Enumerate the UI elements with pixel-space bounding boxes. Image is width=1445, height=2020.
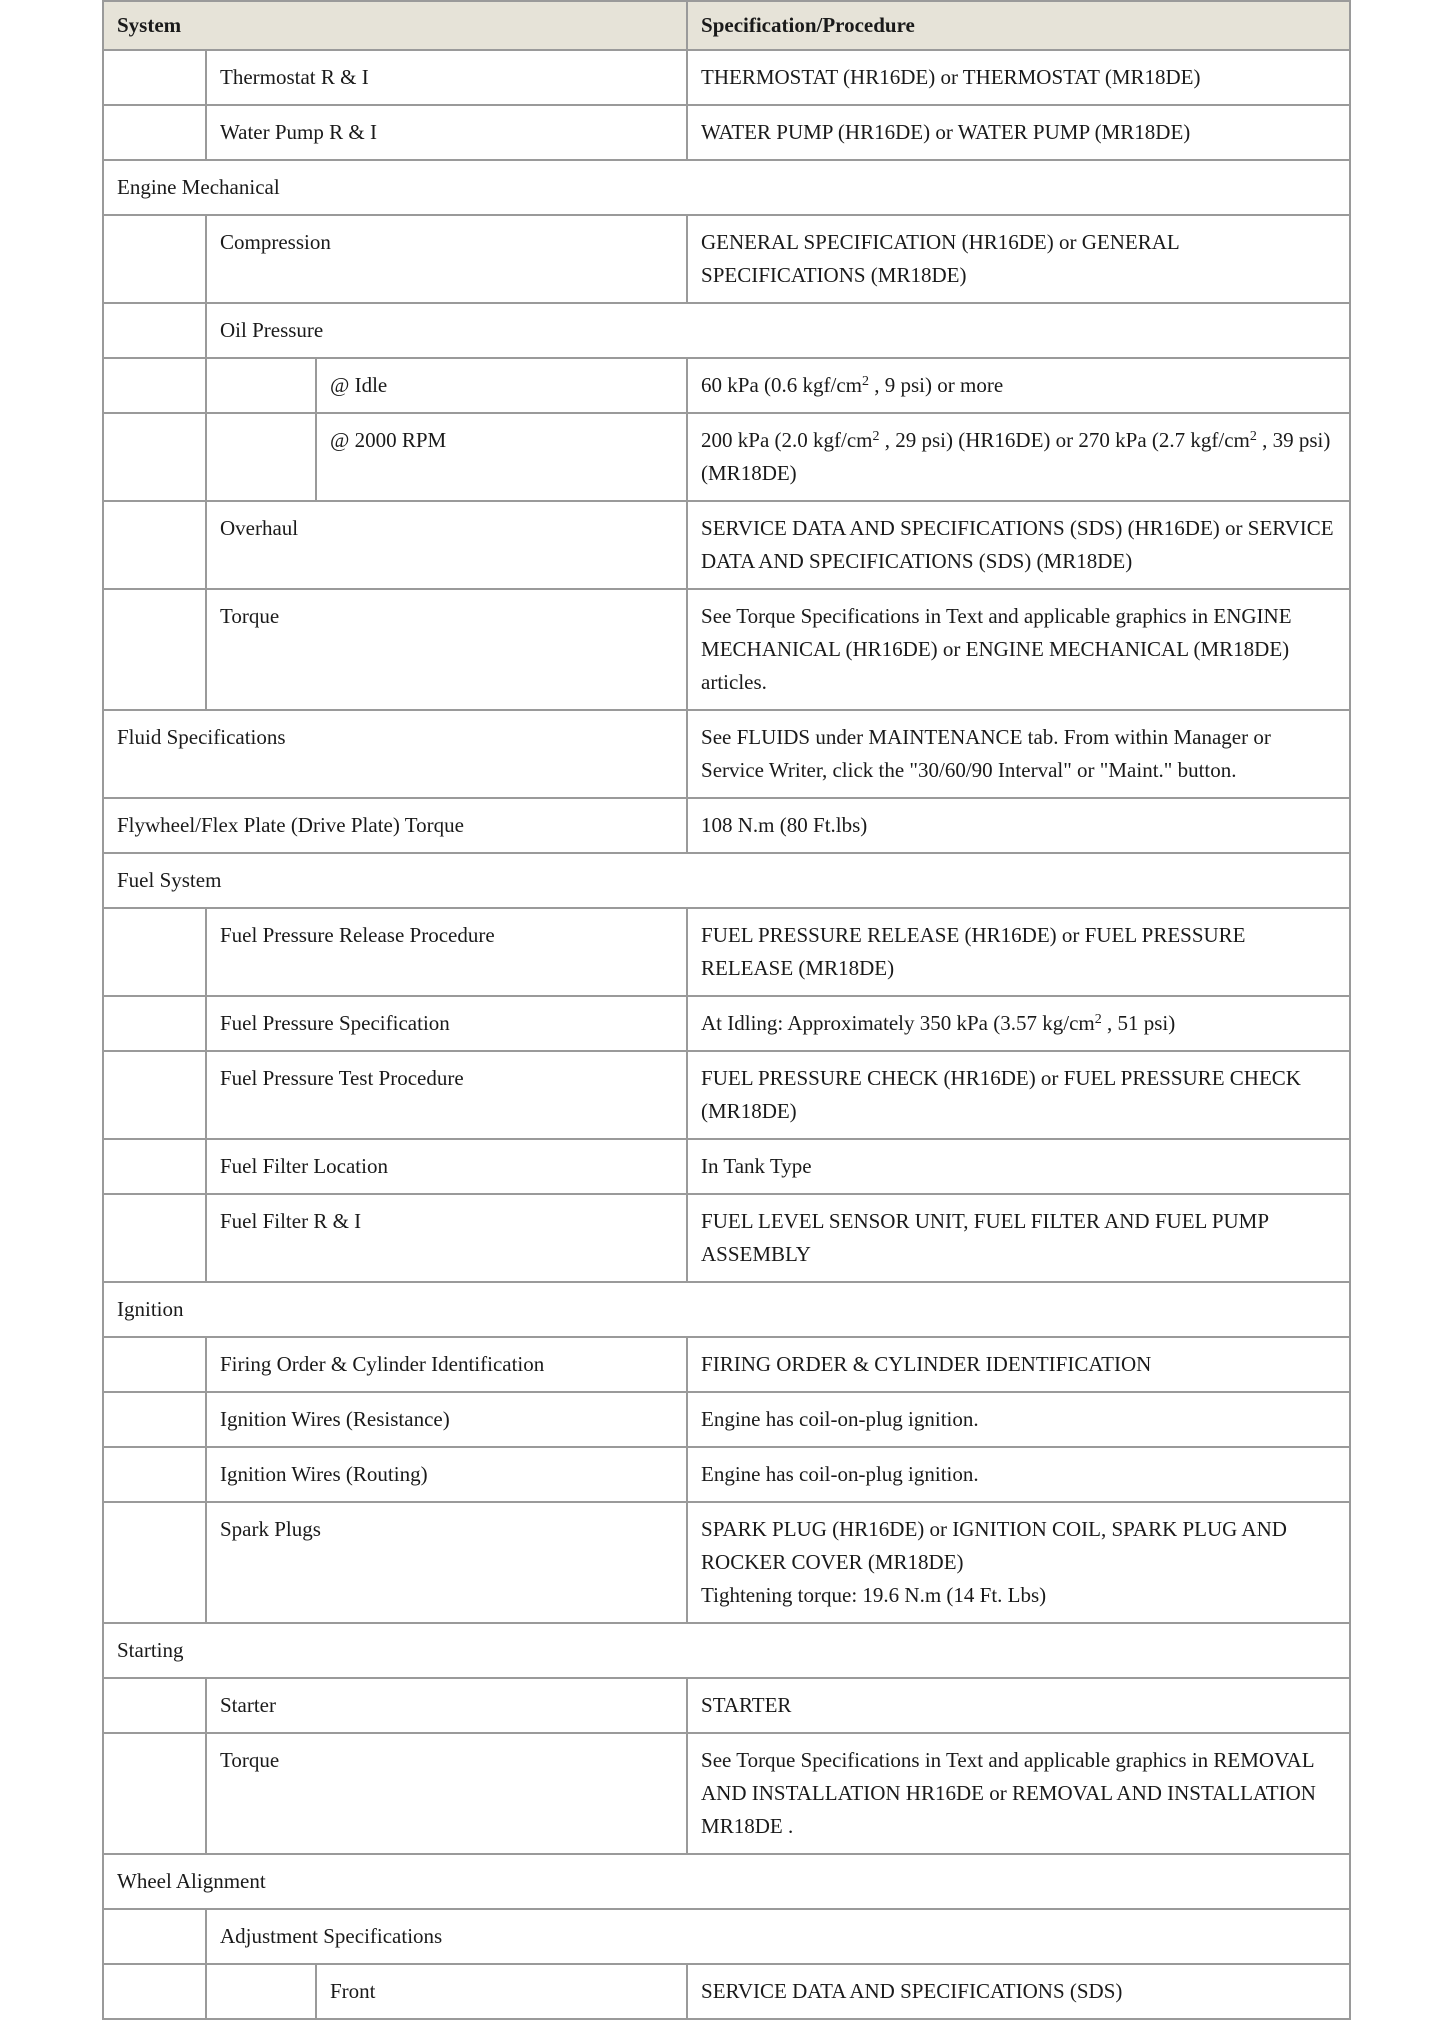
row-value: 108 N.m (80 Ft.lbs) xyxy=(687,798,1350,853)
section-label: Ignition xyxy=(103,1282,1350,1337)
row-value xyxy=(687,996,1350,1051)
superscript: 2 xyxy=(872,429,880,444)
section-label: Engine Mechanical xyxy=(103,160,1350,215)
indent-cell xyxy=(103,1909,206,1964)
row-value: In Tank Type xyxy=(687,1139,1350,1194)
indent-cell xyxy=(103,996,206,1051)
section-row xyxy=(103,1854,1350,1909)
table-row xyxy=(103,1502,1350,1623)
superscript: 2 xyxy=(1249,429,1257,444)
row-value xyxy=(687,413,1350,501)
indent-cell xyxy=(103,1194,206,1282)
row-label: Front xyxy=(316,1964,687,2019)
value-line: SPARK PLUG (HR16DE) or IGNITION COIL, SPARK PLUG AND ROCKER COVER (MR18DE) xyxy=(701,1517,1287,1574)
row-label: Starter xyxy=(206,1678,687,1733)
table-row xyxy=(103,413,1350,501)
section-label: Adjustment Specifications xyxy=(206,1909,1350,1964)
row-label: Compression xyxy=(206,215,687,303)
table-row xyxy=(103,215,1350,303)
row-value: WATER PUMP (HR16DE) or WATER PUMP (MR18DE) xyxy=(687,105,1350,160)
value-text: At Idling: Approximately 350 kPa (3.57 kg/cm xyxy=(701,1011,1095,1035)
row-label: Ignition Wires (Routing) xyxy=(206,1447,687,1502)
header-specification: Specification/Procedure xyxy=(687,1,1350,50)
row-value: FIRING ORDER & CYLINDER IDENTIFICATION xyxy=(687,1337,1350,1392)
indent-cell xyxy=(103,1337,206,1392)
row-label: Fuel Filter R & I xyxy=(206,1194,687,1282)
section-label: Wheel Alignment xyxy=(103,1854,1350,1909)
superscript: 2 xyxy=(1094,1012,1102,1027)
section-label: Starting xyxy=(103,1623,1350,1678)
indent-cell xyxy=(103,908,206,996)
table-row xyxy=(103,996,1350,1051)
row-label: Fuel Filter Location xyxy=(206,1139,687,1194)
specification-table xyxy=(102,0,1351,2020)
row-label: Fuel Pressure Test Procedure xyxy=(206,1051,687,1139)
indent-cell xyxy=(103,1964,206,2019)
row-value: SERVICE DATA AND SPECIFICATIONS (SDS) xyxy=(687,1964,1350,2019)
table-row xyxy=(103,50,1350,105)
row-value: GENERAL SPECIFICATION (HR16DE) or GENERAL SPECIFICATIONS (MR18DE) xyxy=(687,215,1350,303)
table-row xyxy=(103,710,1350,798)
row-value: Engine has coil-on-plug ignition. xyxy=(687,1447,1350,1502)
row-value xyxy=(687,1502,1350,1623)
table-row xyxy=(103,1964,1350,2019)
indent-cell xyxy=(103,1733,206,1854)
indent-cell xyxy=(103,1139,206,1194)
table-row xyxy=(103,1139,1350,1194)
row-label: @ 2000 RPM xyxy=(316,413,687,501)
value-text: , 29 psi) (HR16DE) or 270 kPa (2.7 kgf/cm xyxy=(879,428,1250,452)
value-text: , 39 psi) (MR18DE) xyxy=(701,428,1331,485)
indent-cell xyxy=(103,105,206,160)
table-row xyxy=(103,501,1350,589)
indent-cell xyxy=(103,50,206,105)
table-row xyxy=(103,798,1350,853)
section-label: Fuel System xyxy=(103,853,1350,908)
section-label: Oil Pressure xyxy=(206,303,1350,358)
row-label: Torque xyxy=(206,589,687,710)
row-label: Water Pump R & I xyxy=(206,105,687,160)
indent-cell xyxy=(206,1964,316,2019)
row-label: @ Idle xyxy=(316,358,687,413)
indent-cell xyxy=(206,413,316,501)
value-line: Tightening torque: 19.6 N.m (14 Ft. Lbs) xyxy=(701,1583,1047,1607)
value-text: 60 kPa (0.6 kgf/cm xyxy=(701,373,862,397)
value-text: , 9 psi) or more xyxy=(869,373,1004,397)
table-row xyxy=(103,1733,1350,1854)
row-value: See Torque Specifications in Text and applicable graphics in ENGINE MECHANICAL (HR16DE) or ENGINE MECHANICAL (MR18DE) articles. xyxy=(687,589,1350,710)
row-label: Fuel Pressure Release Procedure xyxy=(206,908,687,996)
row-value: FUEL LEVEL SENSOR UNIT, FUEL FILTER AND FUEL PUMP ASSEMBLY xyxy=(687,1194,1350,1282)
indent-cell xyxy=(103,501,206,589)
row-value: FUEL PRESSURE CHECK (HR16DE) or FUEL PRESSURE CHECK (MR18DE) xyxy=(687,1051,1350,1139)
row-value: SERVICE DATA AND SPECIFICATIONS (SDS) (HR16DE) or SERVICE DATA AND SPECIFICATIONS (SDS) (MR18DE) xyxy=(687,501,1350,589)
value-text: 200 kPa (2.0 kgf/cm xyxy=(701,428,873,452)
table-row xyxy=(103,358,1350,413)
row-label: Spark Plugs xyxy=(206,1502,687,1623)
table-row xyxy=(103,908,1350,996)
row-label: Flywheel/Flex Plate (Drive Plate) Torque xyxy=(103,798,687,853)
section-row xyxy=(103,1909,1350,1964)
row-value: See FLUIDS under MAINTENANCE tab. From within Manager or Service Writer, click the "30/60/90 Interval" or "Maint." button. xyxy=(687,710,1350,798)
indent-cell xyxy=(103,303,206,358)
indent-cell xyxy=(103,589,206,710)
indent-cell xyxy=(103,1051,206,1139)
row-label: Fuel Pressure Specification xyxy=(206,996,687,1051)
indent-cell xyxy=(103,215,206,303)
row-value: See Torque Specifications in Text and applicable graphics in REMOVAL AND INSTALLATION HR16DE or REMOVAL AND INSTALLATION MR18DE . xyxy=(687,1733,1350,1854)
indent-cell xyxy=(103,413,206,501)
indent-cell xyxy=(103,1392,206,1447)
value-text: , 51 psi) xyxy=(1101,1011,1176,1035)
table-row xyxy=(103,1678,1350,1733)
table-row xyxy=(103,1194,1350,1282)
section-row xyxy=(103,853,1350,908)
row-label: Firing Order & Cylinder Identification xyxy=(206,1337,687,1392)
row-value: THERMOSTAT (HR16DE) or THERMOSTAT (MR18DE) xyxy=(687,50,1350,105)
row-label: Torque xyxy=(206,1733,687,1854)
row-label: Thermostat R & I xyxy=(206,50,687,105)
header-system: System xyxy=(103,1,687,50)
table-body xyxy=(103,50,1350,2019)
indent-cell xyxy=(103,1502,206,1623)
section-row xyxy=(103,303,1350,358)
indent-cell xyxy=(103,1678,206,1733)
table-row xyxy=(103,1051,1350,1139)
row-value: Engine has coil-on-plug ignition. xyxy=(687,1392,1350,1447)
section-row xyxy=(103,160,1350,215)
superscript: 2 xyxy=(862,374,869,389)
section-row xyxy=(103,1623,1350,1678)
row-value: FUEL PRESSURE RELEASE (HR16DE) or FUEL PRESSURE RELEASE (MR18DE) xyxy=(687,908,1350,996)
indent-cell xyxy=(206,358,316,413)
row-label: Fluid Specifications xyxy=(103,710,687,798)
table-row xyxy=(103,1392,1350,1447)
row-value: STARTER xyxy=(687,1678,1350,1733)
table-row xyxy=(103,1337,1350,1392)
table-header-row xyxy=(103,1,1350,50)
table-row xyxy=(103,1447,1350,1502)
indent-cell xyxy=(103,1447,206,1502)
row-label: Ignition Wires (Resistance) xyxy=(206,1392,687,1447)
section-row xyxy=(103,1282,1350,1337)
table-row xyxy=(103,105,1350,160)
row-label: Overhaul xyxy=(206,501,687,589)
indent-cell xyxy=(103,358,206,413)
row-value xyxy=(687,358,1350,413)
table-row xyxy=(103,589,1350,710)
